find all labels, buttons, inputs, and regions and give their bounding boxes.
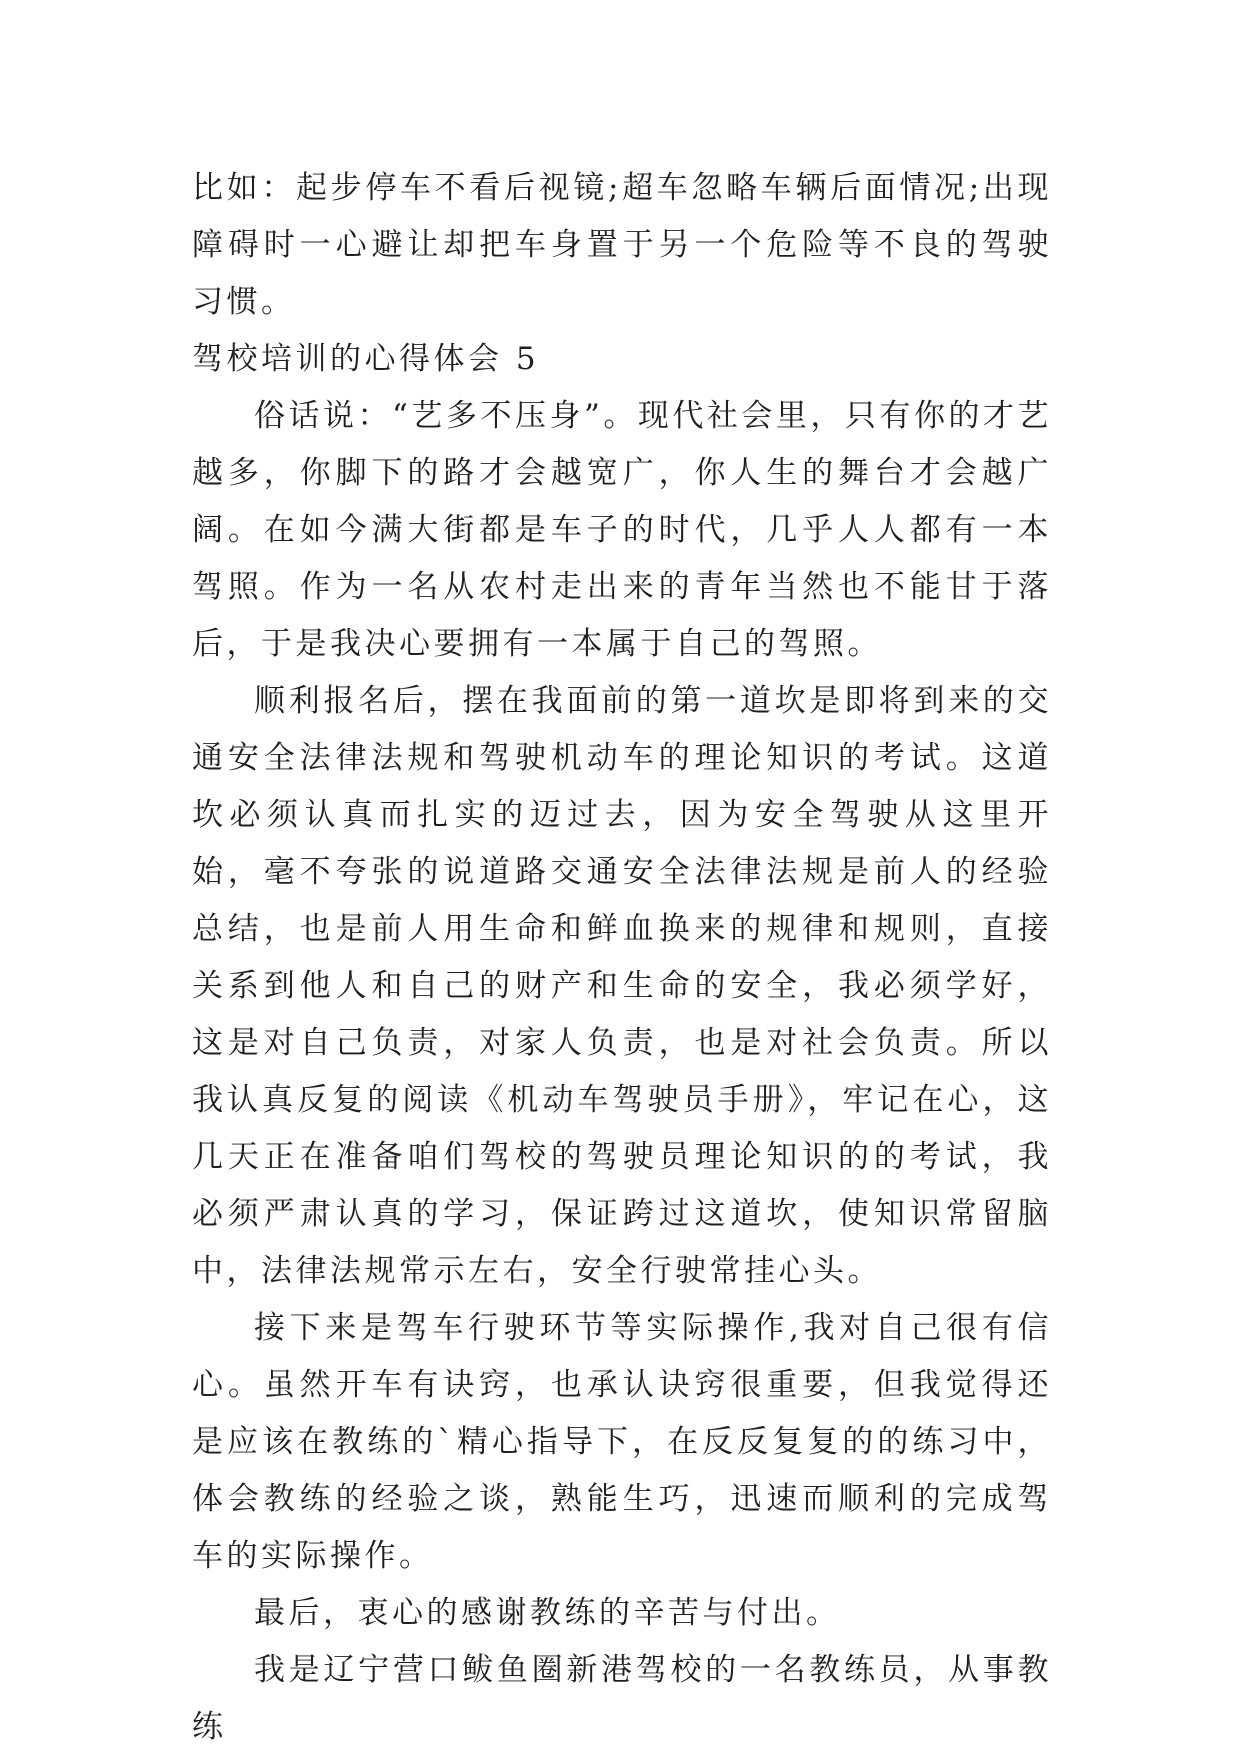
paragraph-continuation: 比如：起步停车不看后视镜;超车忽略车辆后面情况;出现障碍时一心避让却把车身置于另一个危险等不良的驾驶习惯。 bbox=[192, 170, 1052, 320]
paragraph: 接下来是驾车行驶环节等实际操作,我对自己很有信心。虽然开车有诀窍，也承认诀窍很重要，但我觉得还是应该在教练的`精心指导下，在反反复复的的练习中，体会教练的经验之谈，熟能生巧，迅速而顺利的完成驾车的实际操作。 bbox=[192, 1310, 1052, 1574]
document-body bbox=[192, 160, 1052, 1756]
section-heading: 驾校培训的心得体会 5 bbox=[192, 341, 540, 377]
paragraph: 我是辽宁营口鲅鱼圈新港驾校的一名教练员，从事教练 bbox=[192, 1652, 1052, 1745]
paragraph: 最后，衷心的感谢教练的辛苦与付出。 bbox=[254, 1595, 841, 1631]
paragraph: 俗话说：“艺多不压身”。现代社会里，只有你的才艺越多，你脚下的路才会越宽广，你人生的舞台才会越广阔。在如今满大街都是车子的时代，几乎人人都有一本驾照。作为一名从农村走出来的青年当然也不能甘于落后，于是我决心要拥有一本属于自己的驾照。 bbox=[192, 398, 1052, 662]
paragraph: 顺利报名后，摆在我面前的第一道坎是即将到来的交通安全法律法规和驾驶机动车的理论知识的考试。这道坎必须认真而扎实的迈过去，因为安全驾驶从这里开始，毫不夸张的说道路交通安全法律法规是前人的经验总结，也是前人用生命和鲜血换来的规律和规则，直接关系到他人和自己的财产和生命的安全，我必须学好，这是对自己负责，对家人负责，也是对社会负责。所以我认真反复的阅读《机动车驾驶员手册》，牢记在心，这几天正在准备咱们驾校的驾驶员理论知识的的考试，我必须严肃认真的学习，保证跨过这道坎，使知识常留脑中，法律法规常示左右，安全行驶常挂心头。 bbox=[192, 683, 1052, 1289]
